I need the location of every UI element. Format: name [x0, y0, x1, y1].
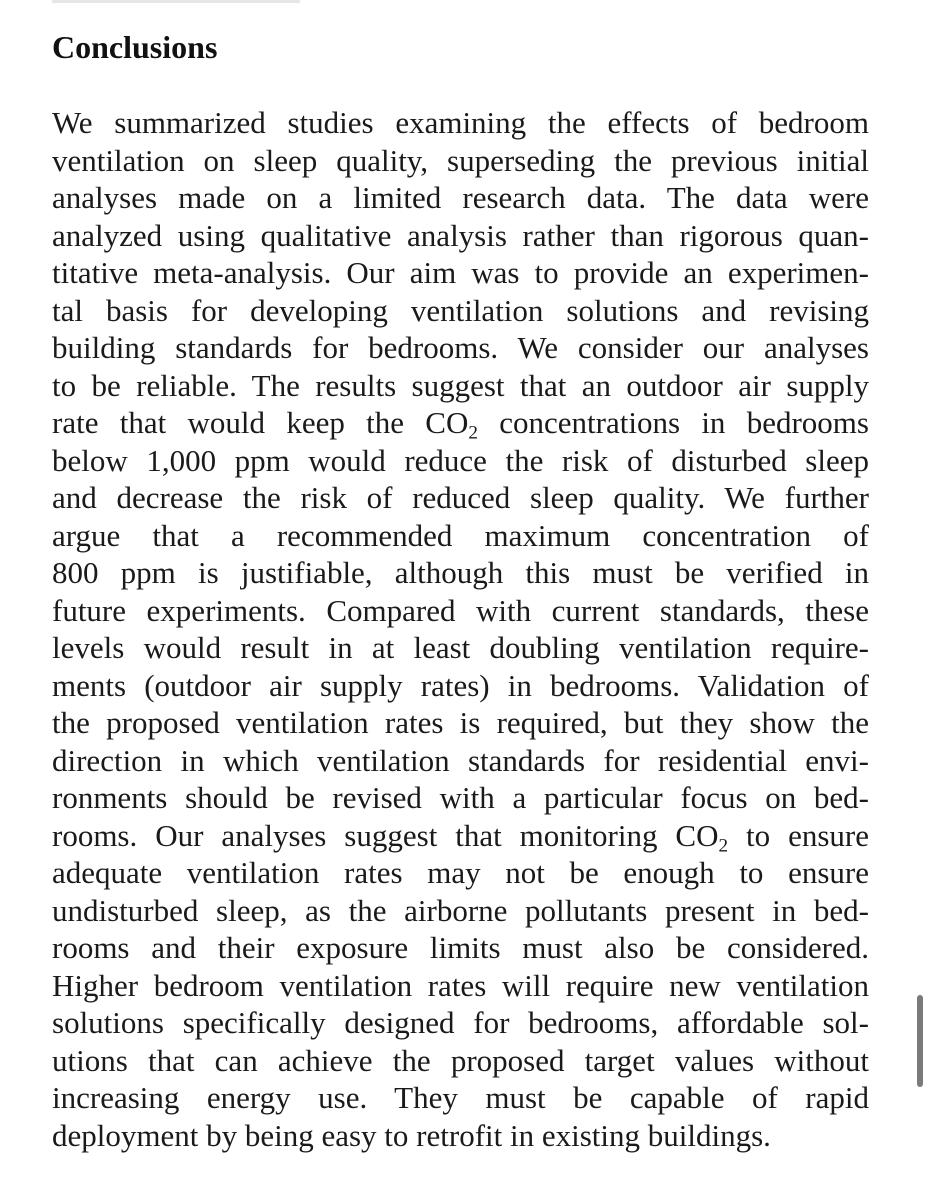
paragraph-line: tal basis for developing ventilation solutions and revising [52, 292, 869, 328]
paragraph-line: We summarized studies examining the effects of bedroom [52, 105, 869, 140]
paragraph-line: analyzed using qualitative analysis rather than rigorous quan- [52, 217, 869, 253]
line-text: rate that would keep the CO [52, 405, 469, 440]
paragraph-line: future experiments. Compared with current standards, these [52, 592, 869, 628]
paragraph-line: ventilation on sleep quality, superseding the previous initial [52, 142, 869, 178]
paragraph-line: and decrease the risk of reduced sleep quality. We further [52, 480, 869, 515]
paragraph-line: the proposed ventilation rates is required, but they show the [52, 705, 869, 740]
line-text: rooms. Our analyses suggest that monitoring CO [52, 817, 719, 853]
paragraph-line [52, 404, 869, 442]
paragraph-line: Higher bedroom ventilation rates will require new ventilation [52, 967, 869, 1003]
paragraph-line: ronments should be revised with a particular focus on bed- [52, 780, 869, 815]
paragraph-line: ments (outdoor air supply rates) in bedrooms. Validation of [52, 667, 869, 703]
paragraph-line: utions that can achieve the proposed target values without [52, 1042, 869, 1078]
subscript: 2 [468, 422, 478, 444]
line-text: to ensure [728, 817, 869, 853]
top-divider [52, 0, 300, 3]
paragraph-line: levels would result in at least doubling ventilation require- [52, 630, 869, 665]
paragraph-line: argue that a recommended maximum concentration of [52, 517, 869, 553]
subscript: 2 [718, 834, 729, 856]
paragraph-line: deployment by being easy to retrofit in existing buildings. [52, 1117, 771, 1153]
paragraph-line [52, 817, 869, 855]
paragraph-line: analyses made on a limited research data. The data were [52, 180, 869, 215]
paragraph-line: below 1,000 ppm would reduce the risk of disturbed sleep [52, 442, 869, 478]
paragraph-line: titative meta-analysis. Our aim was to provide an experimen- [52, 255, 869, 290]
paragraph-line: solutions specifically designed for bedrooms, affordable sol- [52, 1005, 869, 1040]
paragraph-line: direction in which ventilation standards for residential envi- [52, 742, 869, 778]
paragraph-line: rooms and their exposure limits must also be considered. [52, 930, 869, 965]
paragraph-line: undisturbed sleep, as the airborne pollutants present in bed- [52, 892, 869, 928]
section-heading: Conclusions [52, 29, 218, 65]
paragraph-line: increasing energy use. They must be capable of rapid [52, 1080, 869, 1115]
paragraph-line: adequate ventilation rates may not be enough to ensure [52, 855, 869, 890]
scrollbar-thumb[interactable] [917, 995, 923, 1087]
line-text: concentrations in bedrooms [477, 405, 869, 440]
paragraph-line: building standards for bedrooms. We consider our analyses [52, 330, 869, 365]
paragraph-line: 800 ppm is justifiable, although this must be verified in [52, 555, 869, 590]
conclusions-paragraph [52, 104, 869, 1154]
paragraph-line: to be reliable. The results suggest that an outdoor air supply [52, 367, 869, 403]
